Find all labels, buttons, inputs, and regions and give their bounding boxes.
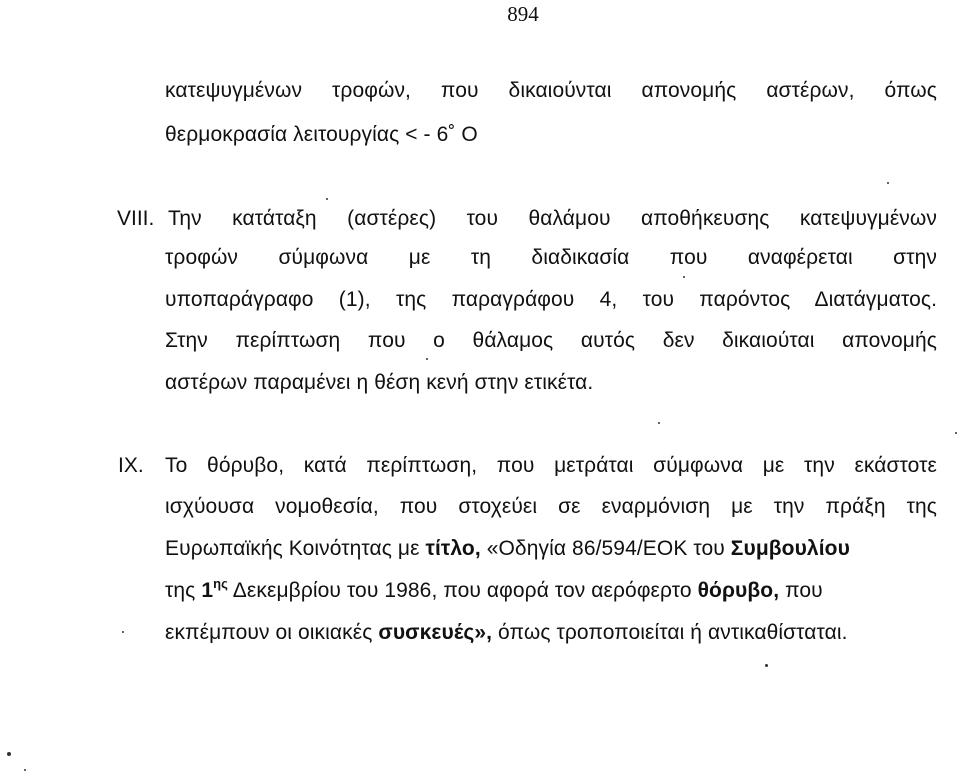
section-viii-number: VIII. (117, 207, 155, 230)
scan-speck (24, 769, 26, 771)
section-ix-line-3-text: Ευρωπαϊκής Κοινότητας με (165, 537, 426, 560)
section-viii-line-5: αστέρων παραμένει η θέση κενή στην ετικέτα. (165, 371, 594, 394)
section-viii-line-1: Την κατάταξη (αστέρες) του θαλάμου αποθήκευσης κατεψυγμένων (168, 207, 937, 230)
scan-speck (683, 276, 685, 278)
section-ix-line-5-text: εκπέμπουν οι οικιακές (165, 621, 379, 644)
section-ix-line-3 (165, 536, 937, 562)
day-number: 1 (201, 579, 214, 602)
noise-word: θόρυβο, (697, 579, 780, 602)
intro-line-2: θερμοκρασία λειτουργίας < - 6˚ Ο (165, 123, 478, 146)
appliances-word: συσκευές», (378, 621, 493, 644)
section-viii-line-2: τροφών σύμφωνα με τη διαδικασία που αναφέρεται στην (165, 246, 937, 269)
scan-speck (122, 631, 124, 633)
ordinal-suffix: ης (213, 576, 229, 591)
scan-speck (326, 198, 328, 200)
date-text: Δεκεμβρίου του 1986, που αφορά τον αερόφερτο (228, 579, 698, 602)
intro-line-1: κατεψυγμένων τροφών, που δικαιούνται απονομής αστέρων, όπως (165, 79, 937, 102)
scan-speck (765, 664, 768, 667)
section-ix-line-5-end: όπως τροποποιείται ή αντικαθίσταται. (492, 621, 848, 644)
section-ix-line-4-text: της (165, 579, 202, 602)
page-number: 894 (507, 2, 539, 26)
section-viii-line-3: υποπαράγραφο (1), της παραγράφου 4, του παρόντος Διατάγματος. (165, 288, 937, 311)
council-word: Συμβουλίου (730, 537, 850, 560)
scan-speck (7, 752, 11, 756)
section-viii-line-4: Στην περίπτωση που ο θάλαμος αυτός δεν δικαιούται απονομής (165, 329, 937, 352)
scan-speck (658, 422, 660, 424)
section-ix-line-4-end: που (779, 579, 823, 602)
scan-speck (887, 182, 889, 184)
section-ix-line-5 (165, 620, 937, 646)
scan-speck (955, 432, 957, 434)
scan-speck (426, 358, 428, 360)
title-word: τίτλο, (425, 537, 481, 560)
section-ix-line-2: ισχύουσα νομοθεσία, που στοχεύει σε εναρμόνιση με την πράξη της (165, 495, 937, 518)
section-ix-line-4 (165, 578, 937, 604)
section-ix-line-1: Το θόρυβο, κατά περίπτωση, που μετράται σύμφωνα με την εκάστοτε (165, 454, 937, 477)
directive-reference: «Οδηγία 86/594/ΕΟΚ του (480, 537, 731, 560)
section-ix-number: IX. (118, 454, 144, 477)
